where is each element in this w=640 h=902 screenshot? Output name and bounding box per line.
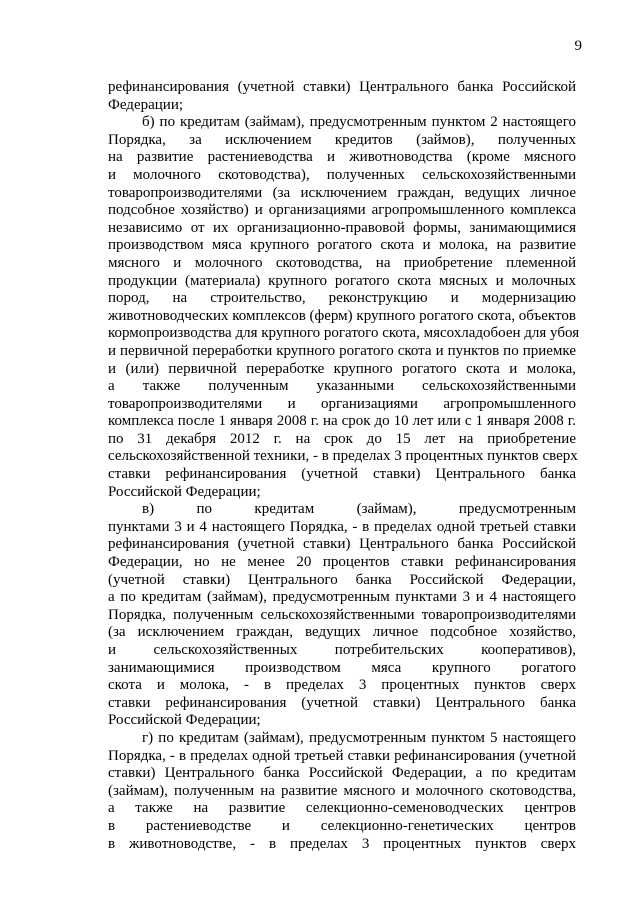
text-line: по 31 декабря 2012 г. на срок до 15 лет на приобретение	[108, 430, 576, 447]
text-line: мясного и молочного скотоводства, на приобретение племенной	[108, 254, 576, 271]
text-line: Российской Федерации;	[108, 712, 261, 729]
text-line: независимо от их организационно-правовой формы, занимающимися	[108, 219, 576, 236]
text-line: и (или) первичной переработке крупного рогатого скота и молока,	[108, 360, 576, 377]
text-line: в животноводстве, - в пределах 3 процентных пунктов сверх	[108, 835, 576, 852]
text-line: пунктами 3 и 4 настоящего Порядка, - в пределах одной третьей ставки	[108, 518, 576, 535]
text-line: ставки рефинансирования (учетной ставки) Центрального банка	[108, 694, 576, 711]
document-body	[108, 79, 580, 853]
text-line: Российской Федерации;	[108, 483, 261, 500]
text-line: г) по кредитам (займам), предусмотренным пунктом 5 настоящего	[142, 729, 576, 746]
text-line: скота и молока, - в пределах 3 процентных пунктов сверх	[108, 677, 576, 694]
text-line: товаропроизводителями (за исключением граждан, ведущих личное	[108, 184, 576, 201]
text-line: ставки) Центрального банка Российской Федерации, а по кредитам	[108, 765, 576, 782]
text-line: товаропроизводителями и организациями агропромышленного	[108, 395, 576, 412]
text-line: и сельскохозяйственных потребительских кооперативов),	[108, 642, 576, 658]
text-line: кормопроизводства для крупного рогатого скота, мясохладобоен для убоя	[108, 325, 580, 342]
text-line: Федерации;	[108, 96, 184, 113]
text-line: животноводческих комплексов (ферм) крупного рогатого скота, объектов	[108, 307, 576, 324]
text-line: Федерации, но не менее 20 процентов ставки рефинансирования	[108, 554, 576, 571]
text-line: и молочного скотоводства), полученных сельскохозяйственными	[108, 166, 576, 183]
text-line: (за исключением граждан, ведущих личное подсобное хозяйство,	[108, 624, 576, 641]
page-number: 9	[574, 38, 582, 54]
text-line: занимающимися производством мяса крупного рогатого	[108, 659, 576, 676]
text-line: Порядка, за исключением кредитов (займов), полученных	[108, 131, 576, 148]
text-line: (займам), полученным на развитие мясного и молочного скотоводства,	[108, 782, 576, 799]
text-line: пород, на строительство, реконструкцию и модернизацию	[108, 290, 576, 307]
text-line: а также полученным указанными сельскохозяйственными	[108, 378, 576, 395]
text-line: а также на развитие селекционно-семеноводческих центров	[108, 800, 576, 817]
text-line: Порядка, полученным сельскохозяйственными товаропроизводителями	[108, 606, 576, 623]
text-line: б) по кредитам (займам), предусмотренным пунктом 2 настоящего	[142, 114, 576, 131]
text-line: и первичной переработки крупного рогатого скота и пунктов по приемке	[108, 342, 576, 359]
text-line: комплекса после 1 января 2008 г. на срок до 10 лет или с 1 января 2008 г.	[108, 413, 576, 430]
text-line: продукции (материала) крупного рогатого скота мясных и молочных	[108, 272, 576, 289]
text-line: а по кредитам (займам), предусмотренным пунктами 3 и 4 настоящего	[108, 589, 576, 606]
text-line: производством мяса крупного рогатого скота и молока, на развитие	[108, 237, 576, 254]
text-line: в) по кредитам (займам), предусмотренным	[142, 501, 576, 518]
text-line: сельскохозяйственной техники, - в пределах 3 процентных пунктов сверх	[108, 448, 578, 465]
text-line: Порядка, - в пределах одной третьей ставки рефинансирования (учетной	[108, 747, 576, 764]
text-line: в растениеводстве и селекционно-генетических центров	[108, 817, 576, 834]
text-line: (учетной ставки) Центрального банка Российской Федерации,	[108, 571, 576, 588]
text-line: рефинансирования (учетной ставки) Центрального банка Российской	[108, 536, 576, 553]
text-line: подсобное хозяйство) и организациями агропромышленного комплекса	[108, 202, 576, 219]
text-line: рефинансирования (учетной ставки) Центрального банка Российской	[108, 79, 576, 95]
text-line: на развитие растениеводства и животноводства (кроме мясного	[108, 149, 576, 166]
text-line: ставки рефинансирования (учетной ставки) Центрального банка	[108, 466, 576, 483]
